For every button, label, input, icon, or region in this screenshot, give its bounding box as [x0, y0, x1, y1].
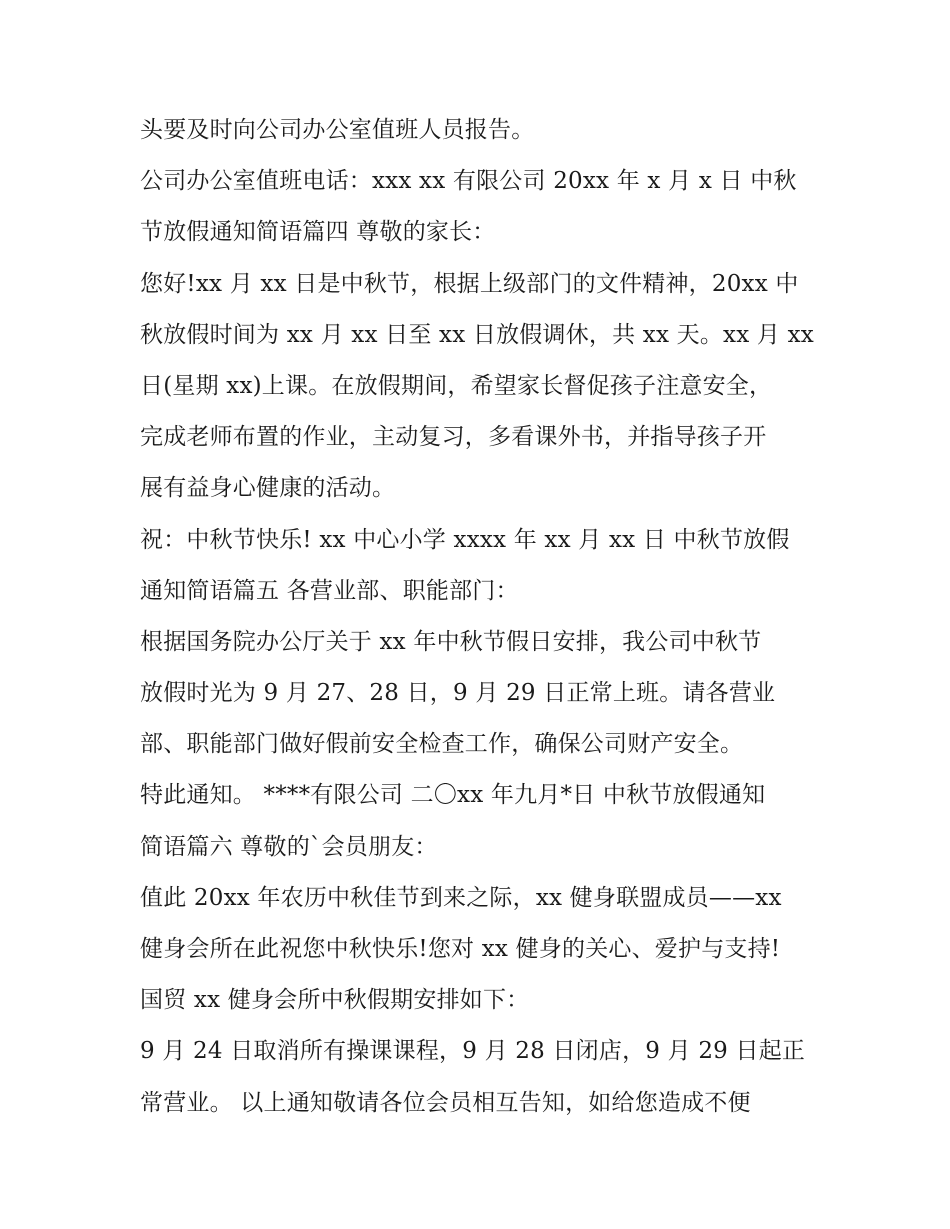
text-line: 秋放假时间为 xx 月 xx 日至 xx 日放假调休，共 xx 天。xx 月 xx — [140, 321, 814, 348]
text-line: 值此 20xx 年农历中秋佳节到来之际，xx 健身联盟成员——xx — [140, 884, 782, 911]
text-line: 放假时光为 9 月 27、28 日，9 月 29 日正常上班。请各营业 — [140, 680, 776, 707]
text-line: 祝：中秋节快乐! xx 中心小学 xxxx 年 xx 月 xx 日 中秋节放假 — [140, 526, 790, 553]
text-line: 常营业。 以上通知敬请各位会员相互告知，如给您造成不便 — [140, 1089, 751, 1116]
text-line: 9 月 24 日取消所有操课课程，9 月 28 日闭店，9 月 29 日起正 — [140, 1038, 806, 1065]
text-line: 部、职能部门做好假前安全检查工作，确保公司财产安全。 — [140, 731, 744, 758]
text-line: 您好!xx 月 xx 日是中秋节，根据上级部门的文件精神，20xx 中 — [140, 270, 799, 297]
text-line: 根据国务院办公厅关于 xx 年中秋节假日安排，我公司中秋节 — [140, 628, 762, 655]
text-line: 简语篇六 尊敬的`会员朋友： — [140, 833, 438, 860]
text-line: 展有益身心健康的活动。 — [140, 475, 396, 502]
text-line: 通知简语篇五 各营业部、职能部门： — [140, 577, 519, 604]
text-line: 头要及时向公司办公室值班人员报告。 — [140, 117, 535, 143]
text-line: 国贸 xx 健身会所中秋假期安排如下： — [140, 987, 530, 1014]
text-line: 健身会所在此祝您中秋快乐!您对 xx 健身的关心、爱护与支持! — [140, 936, 781, 962]
text-line: 公司办公室值班电话：xxx xx 有限公司 20xx 年 x 月 x 日 中秋 — [140, 168, 797, 195]
text-line: 日(星期 xx)上课。在放假期间，希望家长督促孩子注意安全， — [140, 372, 773, 399]
text-line: 特此通知。 ****有限公司 二〇xx 年九月*日 中秋节放假通知 — [140, 782, 766, 809]
text-line: 节放假通知简语篇四 尊敬的家长： — [140, 219, 496, 246]
document-body — [140, 108, 820, 1132]
text-line: 完成老师布置的作业，主动复习，多看课外书，并指导孩子开 — [140, 424, 767, 451]
